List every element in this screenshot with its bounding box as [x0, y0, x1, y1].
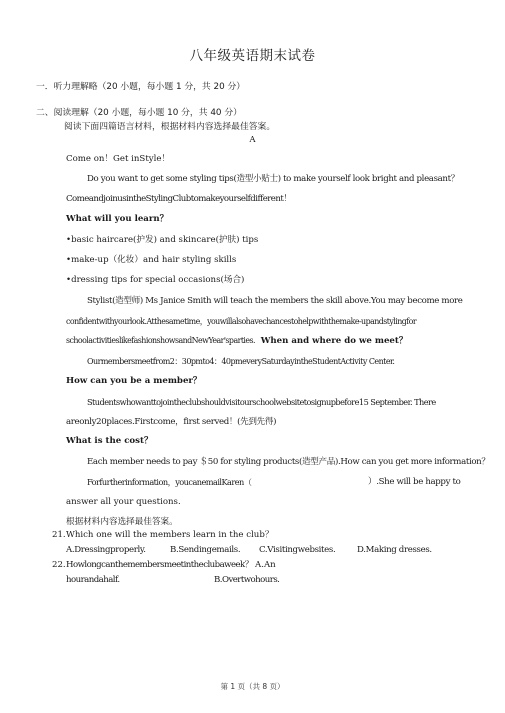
passage-line: Come on！Get inStyle！ — [66, 154, 171, 164]
subheading-member: How can you be a member？ — [66, 376, 202, 386]
passage-line: Each member needs to pay ＄50 for styling products(造型产品).How can you get more information？ — [87, 457, 490, 467]
questions-instruction: 根据材料内容选择最佳答案。 — [66, 517, 178, 527]
passage-line: Studentswhowanttojointheclubshouldvisitourschoolwebsitetosignupbefore15 September. There — [87, 397, 436, 407]
answer-option: B.Overtwohours. — [214, 575, 280, 585]
passage-line: Do you want to get some styling tips(造型小贴士) to make yourself look bright and pleasant？ — [87, 174, 459, 184]
subheading-what-learn: What will you learn？ — [66, 214, 169, 224]
bullet-item: •dressing tips for special occasions(场合) — [66, 275, 245, 285]
passage-text: Forfurtherinformation，youcanemailKaren（ — [87, 477, 252, 487]
section-one-heading: 一．听力理解略（20 小题，每小题 1 分，共 20 分） — [36, 82, 246, 92]
bullet-item: •basic haircare(护发) and skincare(护肤) tips — [66, 235, 259, 245]
answer-option: A.An — [255, 560, 276, 570]
passage-line-email — [87, 477, 251, 489]
answer-option: B.Sendingemails. — [170, 545, 241, 555]
answer-option: A.Dressingproperly. — [66, 545, 146, 555]
passage-line-with-heading — [66, 335, 407, 347]
page-title: 八年级英语期末试卷 — [189, 48, 316, 64]
passage-label: A — [249, 135, 256, 145]
bullet-item: •make-up（化妆）and hair styling skills — [66, 255, 237, 265]
passage-line: confidentwithyourlook.Atthesametime，youwillalsohavechancestohelpwiththemake-upandstylingfor — [66, 317, 417, 326]
passage-line: ComeandjoinusintheStylingClubtomakeyourselfdifferent！ — [66, 194, 292, 204]
subheading-when-where: When and where do we meet？ — [260, 336, 408, 346]
passage-line: areonly20places.Firstcome，first served！(先到先得) — [66, 417, 277, 427]
subheading-cost: What is the cost？ — [66, 436, 153, 446]
answer-option: C.Visitingwebsites. — [259, 545, 336, 555]
question-stem: Which one will the members learn in the club？ — [66, 530, 274, 540]
passage-text: schoolactivitieslikefashionshowsandNewYear'sparties. — [66, 336, 255, 345]
answer-option: D.Making dresses. — [357, 545, 432, 555]
question-number: 21. — [52, 530, 66, 540]
section-two-heading: 二、阅读理解（20 小题，每小题 10 分，共 40 分） — [36, 108, 242, 118]
passage-line: Ourmembersmeetfrom2：30pmto4：40pmeverySaturdayintheStudentActivity Center. — [87, 357, 395, 366]
passage-line: answer all your questions. — [66, 497, 181, 507]
question-number: 22. — [52, 560, 66, 570]
answer-option: hourandahalf. — [66, 575, 120, 585]
passage-text: ）.She will be happy to — [368, 477, 461, 487]
passage-line: Stylist(造型师) Ms Janice Smith will teach the members the skill above.You may become more — [87, 296, 463, 306]
question-stem: Howlongcanthemembersmeetintheclubaweek？ — [66, 560, 253, 570]
section-two-instruction: 阅读下面四篇语言材料，根据材料内容选择最佳答案。 — [64, 122, 276, 132]
page-footer: 第 1 页（共 8 页） — [220, 682, 285, 691]
